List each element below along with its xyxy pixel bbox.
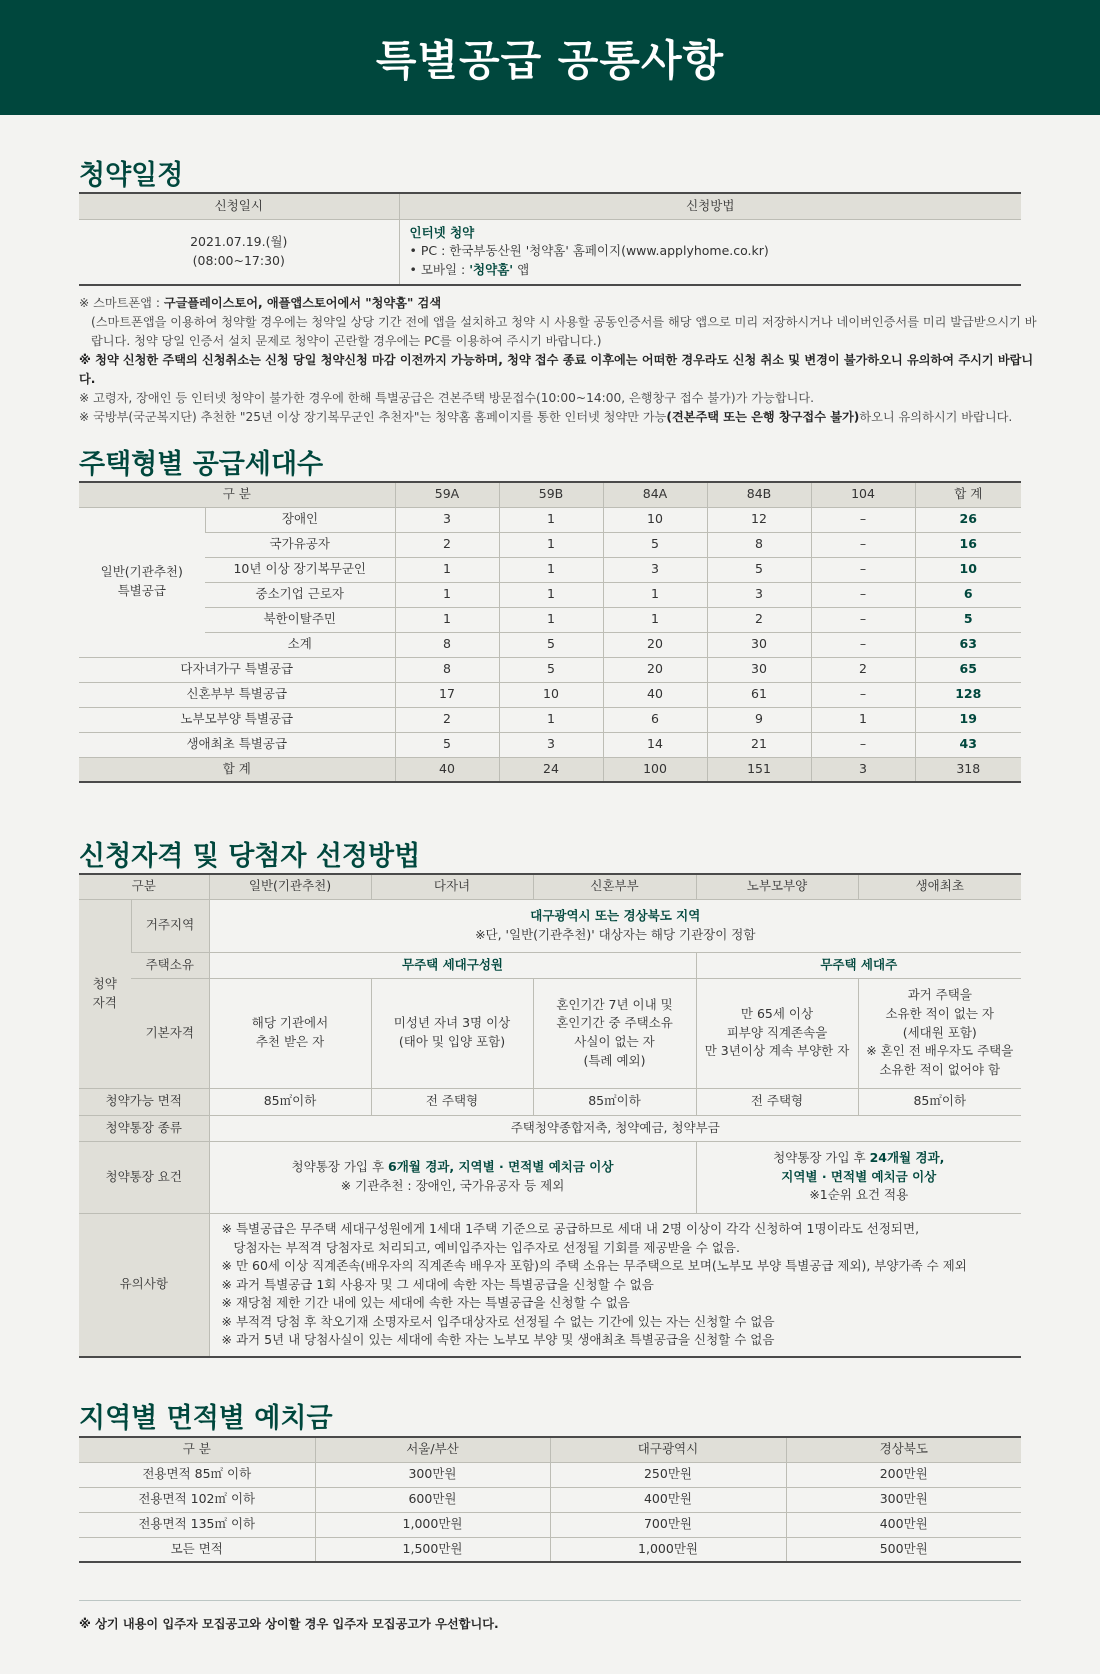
deposit-row: 전용면적 135㎡ 이하 1,000만원 700만원 400만원 xyxy=(79,1512,1021,1537)
footer-note: ※ 상기 내용이 입주자 모집공고와 상이할 경우 입주자 모집공고가 우선합니다. xyxy=(79,1617,499,1631)
notice-line: 당첨자는 부적격 당첨자로 처리되고, 예비입주자는 입주자로 선정될 기회를 제공받을 수 없음. xyxy=(221,1239,740,1255)
supply-row: 북한이탈주민 1 1 1 2 – 5 xyxy=(79,607,1021,632)
supply-row: 10년 이상 장기복무군인 1 1 3 5 – 10 xyxy=(79,557,1021,582)
notice-line: ※ 과거 특별공급 1회 사용자 및 그 세대에 속한 자는 특별공급을 신청할 수 없음 xyxy=(221,1276,654,1292)
note-visit: ※ 고령자, 장애인 등 인터넷 청약이 불가한 경우에 한해 특별공급은 견본주택 방문접수(10:00~14:00, 은행창구 접수 불가)가 가능합니다. xyxy=(79,391,815,405)
supply-row: 생애최초 특별공급 5 3 14 21 – 43 xyxy=(79,732,1021,757)
qualify-table: 구분 일반(기관추천) 다자녀 신혼부부 노부모부양 생애최초 청약 자격 거주지역 대구광역시 또는 경상북도 지역 ※단, '일반(기관추천)' 대상자는 해당 기관장이 정함 주택소유 무주택 세대구성원 무주택 세대주 기본자격 해당 기관에서 추천 받은 자 미성년 자녀 3명 이상 (태아 및 입양 포함) 혼인기간 7년 이내 및 혼인기간 중 주택소유 사실이 없는 자 (특례 예외) 만 65세 이상 피부양 직계존속을 만 3년이상 계속 부양한 자 과거 주택을 소유한 적이 없는 자 (세대원 포함) ※ 혼인 전 배우자도 주택을 소유한 적이 없어야 함 청약가능 면적 85㎡이하 전 주택형 85㎡이하 전 주택형 85㎡이하 청약통장 종류 주택청약종합저축, 청약예금, 청약부금 청약통장 요건 청약통장 가입 후 6개월 경과, 지역별 · 면적별 예치금 이상 ※ 기관추천 : 장애인, 국가유공자 등 제외 청약통장 가입 후 24개월 경과, 지역별 · 면적별 예치금 이상 ※1순위 요건 적용 유의사항 ※ 특별공급은 무주택 세대구성원에게 1세대 1주택 기준으로 공급하므로 세대 내 2명 이상이 각각 신청하여 1명이라도 선정되면, 당첨자는 부적격 당첨자로 처리되고, 예비입주자는 입주자로 선정될 기회를 제공받을 수 없음. ※ 만 60세 이상 직계존속(배우자의 직계존속 배우자 포함)의 주택 소유는 무주택으로 보며(노부모 부양 특별공급 제외), 부양가족 수 제외 ※ 과거 특별공급 1회 사용자 및 그 세대에 속한 자는 특별공급을 신청할 수 없음 ※ 재당첨 제한 기간 내에 있는 세대에 속한 자는 특별공급을 신청할 수 없음 ※ 부적격 당첨 후 착오기재 소명자로서 입주대상자로 선정될 수 없는 기간에 있는 자는 신청할 수 없음 ※ 과거 5년 내 당첨사실이 있는 세대에 속한 자는 노부모 부양 및 생애최초 특별공급을 신청할 수 없음 xyxy=(79,873,1021,1358)
basic-qual-cell: 만 65세 이상 피부양 직계존속을 만 3년이상 계속 부양한 자 xyxy=(696,978,858,1088)
supply-row: 중소기업 근로자 1 1 1 3 – 6 xyxy=(79,582,1021,607)
note-military: ※ 국방부(국군복지단) 추천한 "25년 이상 장기복무군인 추천자"는 청약홈 홈페이지를 통한 인터넷 청약만 가능(견본주택 또는 은행 창구접수 불가)하오니 유의하시기 바랍니다. xyxy=(79,410,1013,424)
notice-line: ※ 재당첨 제한 기간 내에 있는 세대에 속한 자는 특별공급을 신청할 수 없음 xyxy=(221,1295,630,1310)
req-firsttime: 청약통장 가입 후 24개월 경과, 지역별 · 면적별 예치금 이상 ※1순위 요건 적용 xyxy=(696,1141,1021,1213)
area-cell: 85㎡이하 xyxy=(533,1088,696,1115)
deposit-table: 구 분 서울/부산 대구광역시 경상북도 전용면적 85㎡ 이하 300만원 250만원 200만원 전용면적 102㎡ 이하 600만원 400만원 300만원 전용면적 135㎡ 이하 1,000만원 700만원 400만원 모든 면적 1,500만원 1,000만원 500만원 xyxy=(79,1436,1021,1563)
qualify-notices xyxy=(209,1213,1021,1357)
deposit-row: 모든 면적 1,500만원 1,000만원 500만원 xyxy=(79,1537,1021,1562)
supply-group-label: 일반(기관추천) 특별공급 xyxy=(79,507,205,657)
section-title-qualify: 신청자격 및 당첨자 선정방법 xyxy=(79,841,421,872)
deposit-row: 전용면적 102㎡ 이하 600만원 400만원 300만원 xyxy=(79,1487,1021,1512)
schedule-col-date: 신청일시 xyxy=(79,193,399,219)
notice-line: ※ 과거 5년 내 당첨사실이 있는 세대에 속한 자는 노부모 부양 및 생애최초 특별공급을 신청할 수 없음 xyxy=(221,1332,775,1347)
section-title-supply: 주택형별 공급세대수 xyxy=(79,449,324,480)
supply-row: 일반(기관추천) 특별공급 장애인 3 1 10 12 – 26 xyxy=(79,507,1021,532)
notice-line: ※ 특별공급은 무주택 세대구성원에게 1세대 1주택 기준으로 공급하므로 세대 내 2명 이상이 각각 신청하여 1명이라도 선정되면, xyxy=(221,1221,920,1236)
note-cancel: ※ 청약 신청한 주택의 신청취소는 신청 당일 청약신청 마감 이전까지 가능하며, 청약 접수 종료 이후에는 어떠한 경우라도 신청 취소 및 변경이 불가하오니 유의하여 주시기 바랍니다. xyxy=(79,353,1034,386)
supply-row: 다자녀가구 특별공급 8 5 20 30 2 65 xyxy=(79,657,1021,682)
section-title-schedule: 청약일정 xyxy=(79,160,184,191)
basic-qual-cell: 해당 기관에서 추천 받은 자 xyxy=(209,978,371,1088)
method-mobile: • 모바일 : '청약홈' 앱 xyxy=(409,262,530,278)
schedule-notes: ※ 스마트폰앱 : 구글플레이스토어, 애플앱스토어에서 "청약홈" 검색 (스마트폰앱을 이용하여 청약할 경우에는 청약일 상당 기간 전에 앱을 설치하고 청약 시 사용할 공동인증서를 해당 앱으로 미리 저장하시거나 네이버인증서를 미리 발급받으시기 바 랍니다. 청약 당일 인증서 설치 문제로 청약이 곤란할 경우에는 PC를 이용하여 주시기 바랍니다.) ※ 청약 신청한 주택의 신청취소는 신청 당일 청약신청 마감 이전까지 가능하며, 청약 접수 종료 이후에는 어떠한 경우라도 신청 취소 및 변경이 불가하오니 유의하여 주시기 바랍니다. ※ 고령자, 장애인 등 인터넷 청약이 불가한 경우에 한해 특별공급은 견본주택 방문접수(10:00~14:00, 은행창구 접수 불가)가 가능합니다. ※ 국방부(국군복지단) 추천한 "25년 이상 장기복무군인 추천자"는 청약홈 홈페이지를 통한 인터넷 청약만 가능(견본주택 또는 은행 창구접수 불가)하오니 유의하시기 바랍니다. xyxy=(79,294,1039,427)
supply-head: 구 분 xyxy=(79,482,395,507)
page-title: 특별공급 공통사항 xyxy=(375,35,725,85)
supply-row: 국가유공자 2 1 5 8 – 16 xyxy=(79,532,1021,557)
schedule-table xyxy=(79,192,1021,286)
basic-qual-cell: 미성년 자녀 3명 이상 (태아 및 입양 포함) xyxy=(371,978,533,1088)
schedule-method xyxy=(399,219,1021,285)
schedule-date: 2021.07.19.(월) (08:00~17:30) xyxy=(79,219,399,285)
supply-row: 신혼부부 특별공급 17 10 40 61 – 128 xyxy=(79,682,1021,707)
applyhome-link[interactable]: www.applyhome.co.kr xyxy=(625,243,764,259)
basic-qual-cell: 혼인기간 7년 이내 및 혼인기간 중 주택소유 사실이 없는 자 (특례 예외) xyxy=(533,978,696,1088)
supply-total-row: 합 계 40 24 100 151 3 318 xyxy=(79,757,1021,782)
section-title-deposit: 지역별 면적별 예치금 xyxy=(79,1403,333,1434)
notice-line: ※ 만 60세 이상 직계존속(배우자의 직계존속 배우자 포함)의 주택 소유는 무주택으로 보며(노부모 부양 특별공급 제외), 부양가족 수 제외 xyxy=(221,1258,967,1273)
supply-row: 소계 8 5 20 30 – 63 xyxy=(79,632,1021,657)
qualify-region: 대구광역시 또는 경상북도 지역 ※단, '일반(기관추천)' 대상자는 해당 기관장이 정함 xyxy=(209,899,1021,952)
req-general: 청약통장 가입 후 6개월 경과, 지역별 · 면적별 예치금 이상 ※ 기관추천 : 장애인, 국가유공자 등 제외 xyxy=(209,1141,696,1213)
notice-line: ※ 부적격 당첨 후 착오기재 소명자로서 입주대상자로 선정될 수 없는 기간에 있는 자는 신청할 수 없음 xyxy=(221,1313,775,1329)
page-header xyxy=(0,0,1100,115)
area-cell: 85㎡이하 xyxy=(858,1088,1021,1115)
method-pc: • PC : 한국부동산원 '청약홈' 홈페이지(www.applyhome.co.kr) xyxy=(409,243,769,259)
method-title: 인터넷 청약 xyxy=(409,224,475,240)
supply-table: 구 분 59A 59B 84A 84B 104 합 계 일반(기관추천) 특별공급 장애인 3 1 10 12 – 26 국가유공자 2 1 5 8 – 16 10년 이상 장기복무군인 1 1 3 5 – 10 중소기업 근로자 1 1 1 3 – 6 북한이탈주민 1 1 1 2 – 5 소계 8 5 20 30 – 63 다자녀가구 특별공급 8 5 20 30 2 65 신혼부부 특별공급 17 10 40 61 – 128 노부모부양 특별공급 2 1 6 9 1 19 생애최초 특별공급 5 3 14 21 – 43 합 계 40 24 100 151 3 318 xyxy=(79,481,1021,783)
note-smartphone: ※ 스마트폰앱 : 구글플레이스토어, 애플앱스토어에서 "청약홈" 검색 xyxy=(79,296,442,310)
basic-qual-cell: 과거 주택을 소유한 적이 없는 자 (세대원 포함) ※ 혼인 전 배우자도 주택을 소유한 적이 없어야 함 xyxy=(858,978,1021,1088)
area-cell: 전 주택형 xyxy=(371,1088,533,1115)
schedule-col-method: 신청방법 xyxy=(399,193,1021,219)
area-cell: 전 주택형 xyxy=(696,1088,858,1115)
supply-row: 노부모부양 특별공급 2 1 6 9 1 19 xyxy=(79,707,1021,732)
area-cell: 85㎡이하 xyxy=(209,1088,371,1115)
deposit-row: 전용면적 85㎡ 이하 300만원 250만원 200만원 xyxy=(79,1462,1021,1487)
footer-divider xyxy=(79,1600,1021,1601)
qualify-group-label: 청약 자격 xyxy=(79,899,131,1088)
